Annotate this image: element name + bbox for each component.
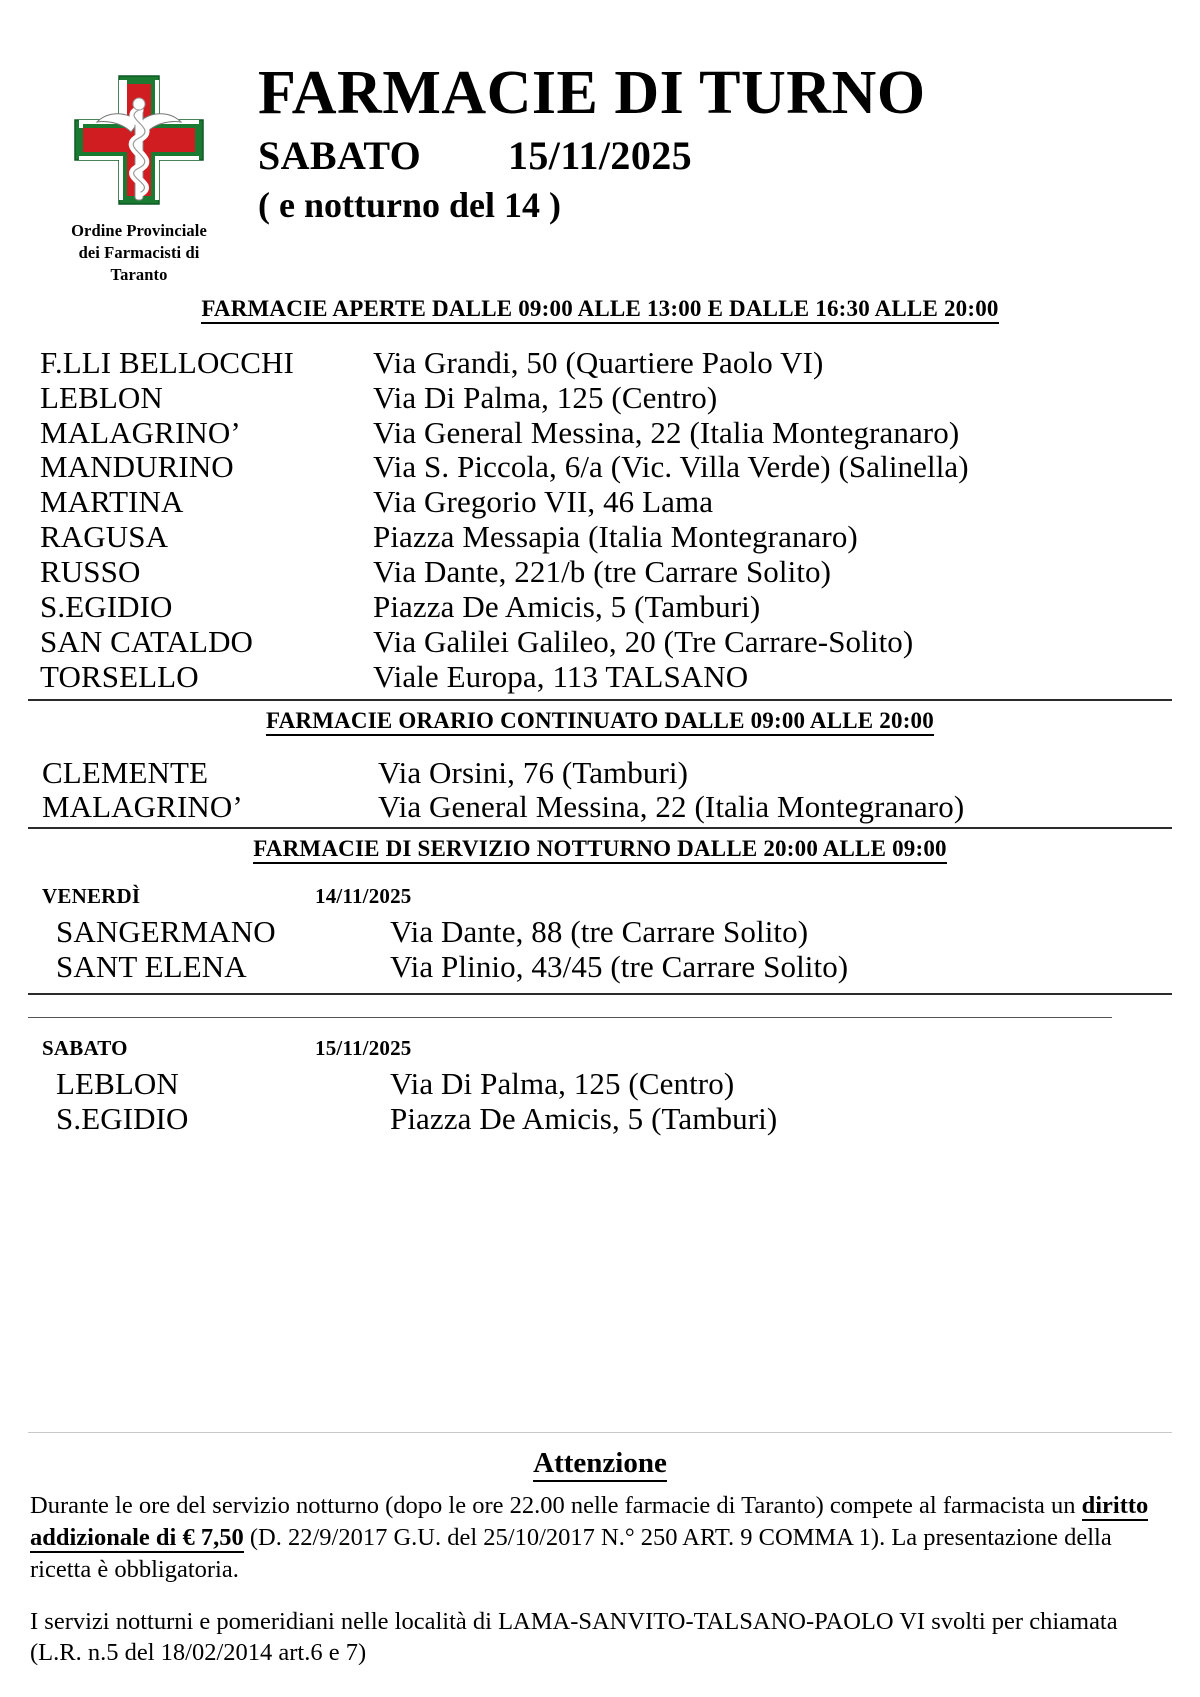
pharmacy-address: Piazza De Amicis, 5 (Tamburi) (373, 588, 761, 624)
additional-fee-highlight: diritto addizionale di € 7,50 (30, 1492, 1149, 1551)
section-heading-open-hours: FARMACIE APERTE DALLE 09:00 ALLE 13:00 E DALLE 16:30 ALLE 20:00 (28, 286, 1172, 324)
pharmacy-address: Piazza De Amicis, 5 (Tamburi) (390, 1100, 778, 1136)
pharmacy-name: LEBLON (56, 1066, 179, 1102)
date-row (258, 134, 1172, 179)
table-row (28, 346, 1172, 381)
spacer (28, 985, 1172, 993)
pharmacy-address: Via General Messina, 22 (Italia Montegranaro) (373, 414, 960, 450)
table-row (28, 1102, 1172, 1137)
pharmacy-name: MALAGRINO’ (42, 789, 243, 825)
table-row (28, 1067, 1172, 1102)
pharmacy-name: RUSSO (40, 554, 141, 590)
pharmacy-name: SANT ELENA (56, 949, 247, 985)
night-group-header-saturday (28, 1018, 1172, 1067)
attention-title: Attenzione (28, 1433, 1172, 1490)
pharmacy-name: MANDURINO (40, 449, 234, 485)
org-line-2: dei Farmacisti di (78, 242, 200, 262)
pharmacy-address: Via General Messina, 22 (Italia Montegranaro) (378, 789, 965, 825)
pharmacy-address: Via Di Palma, 125 (Centro) (373, 379, 718, 415)
table-row (28, 416, 1172, 451)
pharmacy-cross-caduceus-logo (69, 70, 209, 210)
night-group-date: 15/11/2025 (315, 1036, 412, 1061)
attention-body (28, 1490, 1172, 1669)
pharmacy-address: Via Gregorio VII, 46 Lama (373, 484, 714, 520)
attention-paragraph-2: I servizi notturni e pomeridiani nelle località di LAMA-SANVITO-TALSANO-PAOLO VI svolti per chiamata (L.R. n.5 del 18/02/2014 art.6 e 7) (30, 1607, 1118, 1667)
pharmacy-name: SANGERMANO (56, 914, 276, 950)
attention-text-part-1: Durante le ore del servizio notturno (dopo le ore 22.00 nelle farmacie di Taranto) compete al farmacista un (30, 1492, 1082, 1519)
section-heading-night-service: FARMACIE DI SERVIZIO NOTTURNO DALLE 20:00 ALLE 09:00 (28, 829, 1172, 866)
pharmacy-name: CLEMENTE (42, 754, 209, 790)
table-row (28, 915, 1172, 950)
pharmacy-list-continuous-hours (28, 756, 1172, 826)
table-row (28, 756, 1172, 791)
section-heading-continuous-hours: FARMACIE ORARIO CONTINUATO DALLE 09:00 ALLE 20:00 (28, 701, 1172, 738)
pharmacy-name: RAGUSA (40, 519, 169, 555)
pharmacy-name: SAN CATALDO (40, 623, 254, 659)
attention-text-part-2: (D. 22/9/2017 G.U. del 25/10/2017 N.° 250 ART. 9 COMMA 1). La presentazione della ricetta è obbligatoria. (30, 1523, 1112, 1583)
table-row (28, 381, 1172, 416)
table-row (28, 555, 1172, 590)
pharmacy-address: Via S. Piccola, 6/a (Vic. Villa Verde) (Salinella) (373, 449, 969, 485)
table-row (28, 520, 1172, 555)
pharmacy-name: S.EGIDIO (56, 1100, 189, 1136)
table-row (28, 450, 1172, 485)
pharmacy-address: Piazza Messapia (Italia Montegranaro) (373, 519, 858, 555)
organization-brand (28, 58, 250, 286)
date-value: 15/11/2025 (508, 133, 693, 178)
night-group-date: 14/11/2025 (315, 884, 412, 909)
page-title: FARMACIE DI TURNO (258, 59, 926, 127)
attention-paragraph-1 (30, 1490, 1170, 1586)
pharmacy-name: MARTINA (40, 484, 184, 520)
organization-name (28, 220, 250, 286)
table-row (28, 950, 1172, 985)
pharmacy-address: Viale Europa, 113 TALSANO (373, 658, 749, 694)
pharmacy-address: Via Di Palma, 125 (Centro) (390, 1066, 735, 1102)
pharmacy-name: TORSELLO (40, 658, 199, 694)
pharmacy-list-open-hours (28, 346, 1172, 695)
pharmacy-name: F.LLI BELLOCCHI (40, 344, 294, 380)
table-row (28, 790, 1172, 825)
pharmacy-list-night-friday (28, 915, 1172, 985)
night-group-day: SABATO (42, 1036, 128, 1061)
subtitle: ( e notturno del 14 ) (258, 184, 561, 225)
pharmacy-address: Via Orsini, 76 (Tamburi) (378, 754, 689, 790)
pharmacy-list-night-saturday (28, 1067, 1172, 1137)
pharmacy-name: MALAGRINO’ (40, 414, 241, 450)
pharmacy-address: Via Grandi, 50 (Quartiere Paolo VI) (373, 344, 824, 380)
table-row (28, 625, 1172, 660)
table-row (28, 590, 1172, 625)
night-group-day: VENERDÌ (42, 884, 141, 909)
pharmacy-name: LEBLON (40, 379, 163, 415)
night-group-header-friday (28, 866, 1172, 915)
title-block (250, 58, 1172, 228)
pharmacy-address: Via Dante, 88 (tre Carrare Solito) (390, 914, 809, 950)
pharmacy-address: Via Galilei Galileo, 20 (Tre Carrare-Solito) (373, 623, 914, 659)
org-line-1: Ordine Provinciale (71, 221, 207, 240)
table-row (28, 485, 1172, 520)
pharmacy-address: Via Plinio, 43/45 (tre Carrare Solito) (390, 949, 849, 985)
spacer (28, 995, 1172, 1017)
pharmacy-name: S.EGIDIO (40, 588, 173, 624)
org-line-3: Taranto (110, 264, 168, 284)
document-footer (28, 1432, 1172, 1689)
day-label: SABATO (258, 133, 422, 178)
table-row (28, 660, 1172, 695)
document-header (28, 0, 1172, 286)
pharmacy-address: Via Dante, 221/b (tre Carrare Solito) (373, 554, 832, 590)
